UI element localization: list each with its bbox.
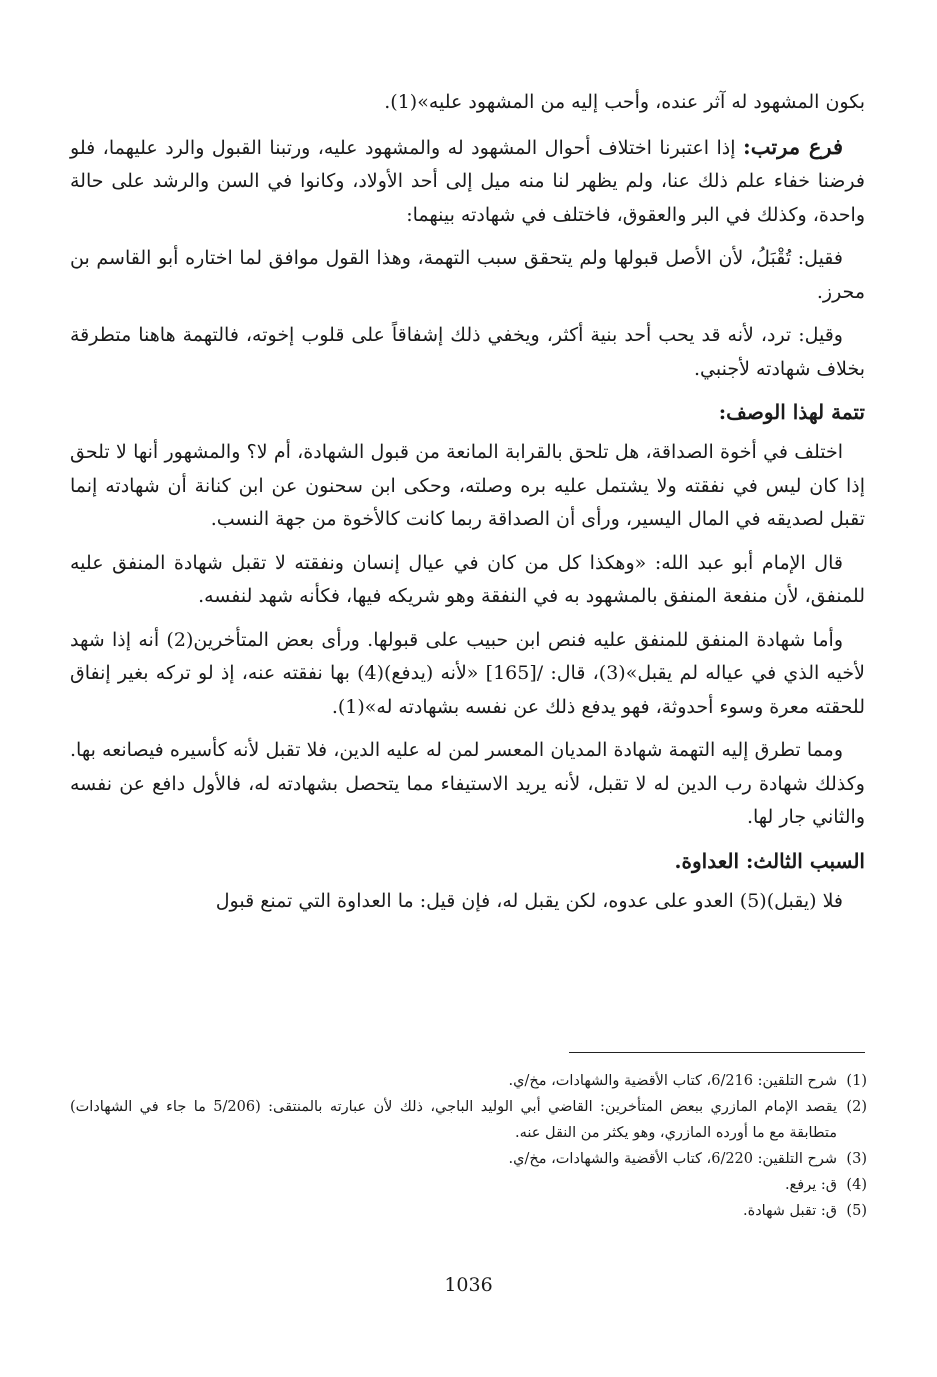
paragraph-enmity: فلا (يقبل)(5) العدو على عدوه، لكن يقبل له، فإن قيل: ما العداوة التي تمنع قبول bbox=[215, 889, 843, 912]
footnote-number: (5) bbox=[846, 1203, 867, 1219]
footnote-number: (4) bbox=[846, 1177, 867, 1193]
paragraph-second-opinion: وقيل: ترد، لأنه قد يحب أحد بنية أكثر، ويخفي ذلك إشفاقاً على قلوب إخوته، فالتهمة هاهنا متطرقة بخلاف شهادته لأجنبي. bbox=[70, 324, 865, 380]
footnote-item bbox=[70, 1198, 867, 1224]
section-heading-supplement: تتمة لهذا الوصف: bbox=[718, 400, 865, 424]
paragraph-first-opinion: فقيل: تُقْبَلُ، لأن الأصل قبولها ولم يتحقق سبب التهمة، وهذا القول موافق لما اختاره أبو القاسم بن محرز. bbox=[70, 247, 865, 303]
branch-text: إذا اعتبرنا اختلاف أحوال المشهود له والمشهود عليه، ورتبنا القبول والرد عليهما، فلو فرضنا خفاء علم ذلك عنا، ولم يظهر لنا منه ميل إلى أحد الأولاد، وكانوا في السن والرشد على حالة واحدة، وكذلك في البر والعقوق، فاختلف في شهادته بينهما: bbox=[70, 136, 865, 226]
paragraph-provider: وأما شهادة المنفق للمنفق عليه فنص ابن حبيب على قبولها. ورأى بعض المتأخرين(2) أنه إذا شهد لأخيه الذي في عياله لم يقبل»(3)، قال: /[165] «لأنه (يدفع)(4) بها نفقته عنه، إذ لو تركه بغير إنفاق للحقته معرة وسوء أحدوثة، فهو يدفع ذلك عن نفسه بشهادته له»(1). bbox=[70, 628, 865, 718]
footnote-number: (1) bbox=[846, 1073, 867, 1089]
paragraph-debtor: ومما تطرق إليه التهمة شهادة المديان المعسر لمن له عليه الدين، فلا تقبل لأنه كأسيره فيصانعه بها. وكذلك شهادة رب الدين له لا تقبل، لأنه يريد الاستيفاء مما يتحصل بشهادته له، فالأول دافع عن نفسه والثاني جار لها. bbox=[70, 739, 865, 828]
footnote-number: (2) bbox=[846, 1099, 867, 1115]
paragraph-branch bbox=[70, 130, 865, 233]
page-number: 1036 bbox=[444, 1274, 493, 1296]
paragraph-continuation: بكون المشهود له آثر عنده، وأحب إليه من المشهود عليه»(1). bbox=[384, 91, 865, 113]
section-heading-enmity: السبب الثالث: العداوة. bbox=[674, 848, 865, 873]
footnote-item bbox=[70, 1172, 867, 1198]
paragraph-friendship: اختلف في أخوة الصداقة، هل تلحق بالقرابة المانعة من قبول الشهادة، أم لا؟ والمشهور أنها لا تلحق إذا كان ليس في نفقته ولا يشتمل عليه بره وصلته، وحكى ابن سحنون عن ابن كنانة أن شهادته إنما تقبل لصديقه في المال اليسير، ورأى أن الصداقة ربما كانت كالأخوة من جهة النسب. bbox=[70, 441, 865, 530]
footnote-text: ق: يرفع. bbox=[784, 1177, 837, 1193]
footnote-item bbox=[70, 1094, 867, 1146]
main-text bbox=[70, 86, 865, 928]
footnote-item bbox=[70, 1146, 867, 1172]
footnote-divider bbox=[569, 1052, 865, 1053]
footnote-number: (3) bbox=[846, 1151, 867, 1167]
footnotes bbox=[70, 1068, 867, 1224]
branch-lead: فرع مرتب: bbox=[743, 133, 843, 159]
paragraph-imam-quote: قال الإمام أبو عبد الله: «وهكذا كل من كان في عيال إنسان ونفقته لا تقبل شهادة المنفق عليه للمنفق، لأن منفعة المنفق بالمشهود به في النفقة وهو شريكه فيها، فكأنه شهد لنفسه. bbox=[70, 551, 865, 607]
footnote-text: ق: تقبل شهادة. bbox=[743, 1203, 837, 1219]
footnote-text: شرح التلقين: 6/216، كتاب الأقضية والشهادات، مخ/ي. bbox=[508, 1073, 837, 1089]
footnote-item bbox=[70, 1068, 867, 1094]
footnote-text: يقصد الإمام المازري ببعض المتأخرين: القاضي أبي الوليد الباجي، ذلك لأن عبارته بالمنتقى: (5/206 ما جاء في الشهادات) متطابقة مع ما أورده المازري، وهو يكثر من النقل عنه. bbox=[70, 1099, 837, 1141]
footnote-text: شرح التلقين: 6/220، كتاب الأقضية والشهادات، مخ/ي. bbox=[508, 1151, 837, 1167]
